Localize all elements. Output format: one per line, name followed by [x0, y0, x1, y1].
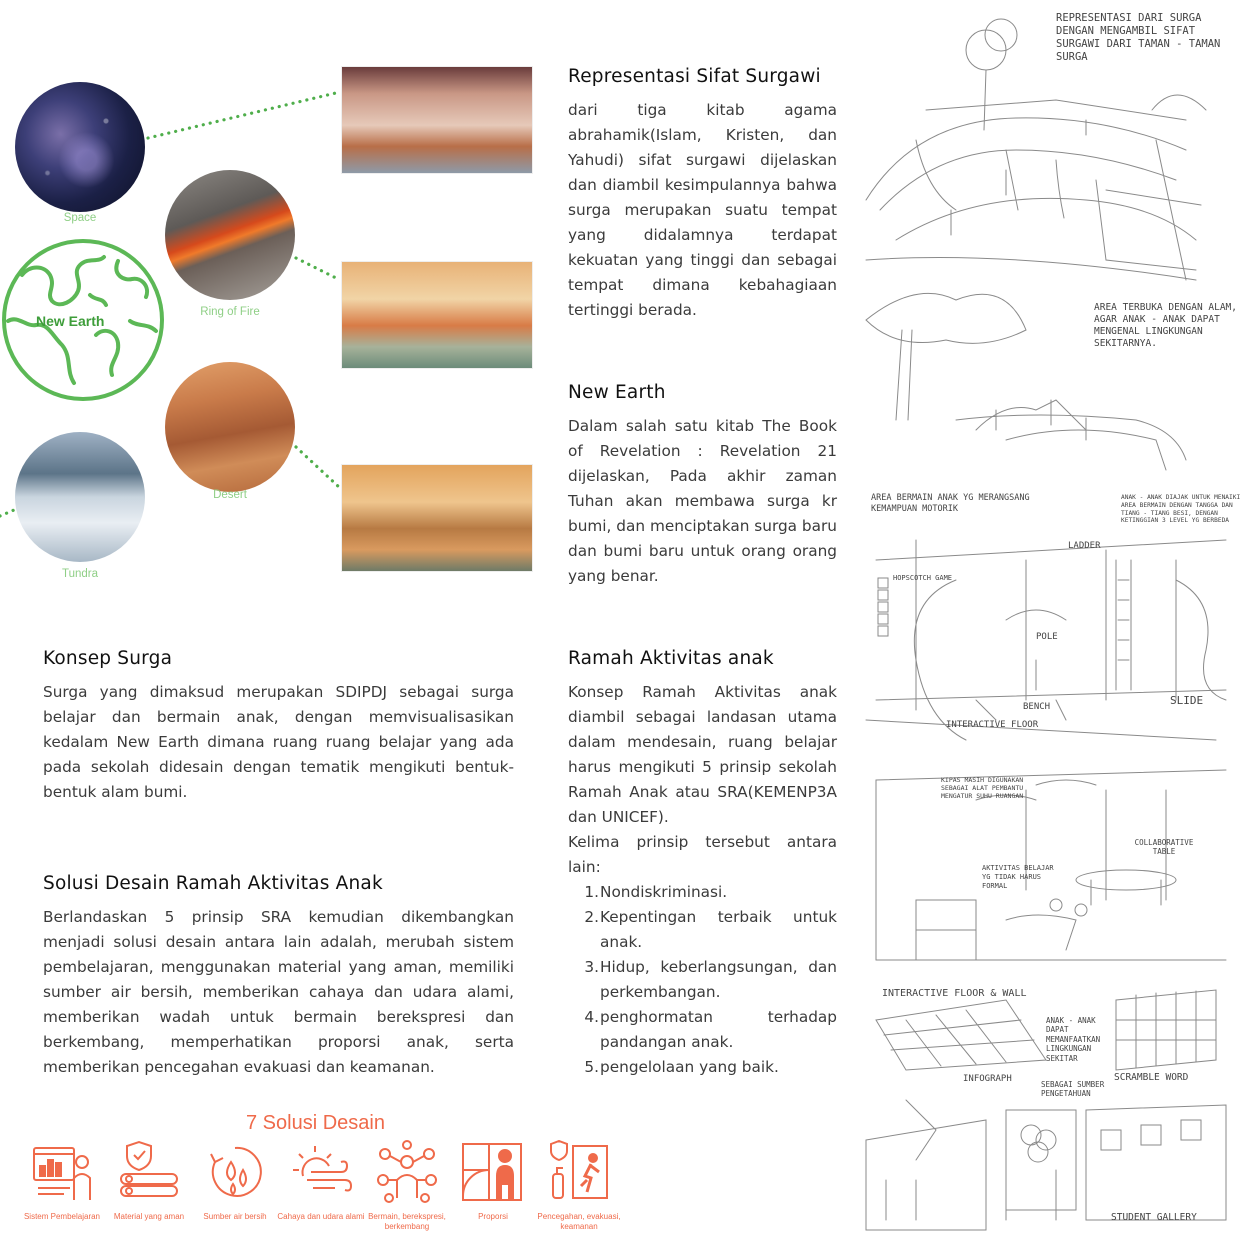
solution-label: Cahaya dan udara alami — [277, 1212, 365, 1221]
sketch-note-fan: KIPAS MASIH DIGUNAKAN SEBAGAI ALAT PEMBANTU MENGATUR SUHU RUANGAN — [941, 776, 1024, 801]
sketch-label-student-gallery: STUDENT GALLERY — [1111, 1212, 1197, 1223]
sketch-label-slide: SLIDE — [1170, 694, 1204, 707]
new-earth-label: New Earth — [36, 313, 105, 329]
tundra-planet-image — [15, 432, 145, 562]
sketch-label-interactive-wall: INTERACTIVE FLOOR & WALL — [882, 988, 1027, 999]
konsep-surga-title: Konsep Surga — [43, 648, 173, 669]
ramah-aktivitas-body: Konsep Ramah Aktivitas anak diambil sebagai landasan utama dalam mendesain, ruang belajar harus mengikuti 5 prinsip sekolah Ramah Anak atau SRA(KEMENP3A dan UNICEF). — [568, 683, 837, 826]
solution-label: Sumber air bersih — [203, 1212, 267, 1221]
sketch-label-interactive-floor: INTERACTIVE FLOOR — [946, 720, 1039, 730]
expression-icon — [375, 1140, 439, 1204]
solusi-desain-title: Solusi Desain Ramah Aktivitas Anak — [43, 873, 383, 894]
sketch-label-collaborative-table: COLLABORATIVE TABLE — [1134, 838, 1194, 857]
design-sketches — [856, 0, 1241, 1241]
ring-of-fire-room-photo — [341, 261, 533, 369]
sketch-note-heaven: REPRESENTASI DARI SURGA DENGAN MENGAMBIL SIFAT SURGAWI DARI TAMAN - TAMAN SURGA — [1056, 12, 1221, 64]
representasi-body: dari tiga kitab agama abrahamik(Islam, Kristen, dan Yahudi) sifat surgawi dijelaskan dan diambil kesimpulannya bahwa surga merupakan suatu tempat yang didalamnya terdapat kekuatan yang tinggi dan sebagai tempat dimana kebahagiaan tertinggi berada. — [568, 101, 837, 319]
principles-list — [568, 880, 837, 1080]
solution-label: Sistem Pembelajaran — [23, 1212, 101, 1221]
concept-collage — [0, 40, 545, 605]
new-earth-title: New Earth — [568, 382, 666, 403]
sketch-label-pole: POLE — [1036, 632, 1058, 642]
sketch-label-hopscotch: HOPSCOTCH GAME — [893, 574, 953, 582]
principles-intro: Kelima prinsip tersebut antara lain: — [568, 833, 837, 876]
light-air-icon — [289, 1140, 353, 1204]
solution-label: Bermain, berekspresi, berkembang — [368, 1212, 446, 1231]
new-earth-body: Dalam salah satu kitab The Book of Revelation : Revelation 21 dijelaskan, Pada akhir zaman Tuhan akan membawa surga kr bumi, dan menciptakan surga baru dan bumi baru untuk orang orang yang benar. — [568, 417, 837, 585]
clean-water-icon — [203, 1140, 267, 1204]
tundra-label: Tundra — [61, 568, 98, 580]
solution-label: Pencegahan, evakuasi, keamanan — [537, 1212, 621, 1231]
solution-item — [362, 1140, 452, 1232]
solution-item — [17, 1140, 107, 1222]
ring-of-fire-label: Ring of Fire — [200, 306, 260, 318]
desert-planet-image — [165, 362, 295, 492]
solusi-desain-body: Berlandaskan 5 prinsip SRA kemudian dikembangkan menjadi solusi desain antara lain adalah, merubah sistem pembelajaran, menggunakan material yang aman, memiliki sumber air bersih, memberikan cahaya dan udara alami, memberikan wadah untuk bermain berekspresi dan berkembang, memperhatikan proporsi anak, serta memberikan pencegahan evakuasi dan keamanan. — [43, 908, 514, 1076]
solution-label: Proporsi — [478, 1212, 508, 1221]
ramah-aktivitas-title: Ramah Aktivitas anak — [568, 648, 774, 669]
representasi-title: Representasi Sifat Surgawi — [568, 66, 821, 87]
desert-room-photo — [341, 464, 533, 572]
konsep-surga-body: Surga yang dimaksud merupakan SDIPDJ sebagai surga belajar dan bermain anak, dengan memvisualisasikan kedalam New Earth dimana ruang ruang belajar yang ada pada sekolah didesain dengan tematik mengikuti bentuk-bentuk alam bumi. — [43, 683, 514, 801]
list-item: 4. penghormatan terhadap pandangan anak. — [584, 1008, 837, 1051]
desert-label: Desert — [213, 489, 247, 501]
solution-item — [448, 1140, 538, 1222]
learning-system-icon — [30, 1140, 94, 1204]
list-item: 2. Kepentingan terbaik untuk anak. — [584, 908, 837, 951]
list-item: 3. Hidup, keberlangsungan, dan perkembangan. — [584, 958, 837, 1001]
sketch-note-informal: AKTIVITAS BELAJAR YG TIDAK HARUS FORMAL — [982, 864, 1054, 890]
sketch-note-open-area: AREA TERBUKA DENGAN ALAM, AGAR ANAK - ANAK DAPAT MENGENAL LINGKUNGAN SEKITARNYA. — [1094, 302, 1237, 349]
evacuation-icon — [547, 1140, 611, 1204]
solution-item — [276, 1140, 366, 1222]
sketch-note-environment: ANAK - ANAK DAPAT MEMANFAATKAN LINGKUNGAN SEKITAR — [1046, 1016, 1101, 1063]
sketch-label-bench: BENCH — [1023, 702, 1051, 712]
solution-item — [104, 1140, 194, 1222]
solution-label: Material yang aman — [113, 1212, 185, 1221]
space-label: Space — [63, 212, 97, 224]
space-planet-image — [15, 82, 145, 212]
space-room-photo — [341, 66, 533, 174]
safe-material-icon — [117, 1140, 181, 1204]
list-item: 5. pengelolaan yang baik. — [584, 1058, 779, 1076]
sketch-label-ladder: LADDER — [1068, 541, 1101, 551]
solutions-title: 7 Solusi Desain — [246, 1112, 385, 1134]
sketch-note-climbing: ANAK - ANAK DIAJAK UNTUK MENAIKI AREA BERMAIN DENGAN TANGGA DAN TIANG - TIANG BESI, DENGAN KETINGGIAN 3 LEVEL YG BERBEDA — [1121, 494, 1241, 525]
proportion-icon — [461, 1140, 525, 1204]
solution-item — [190, 1140, 280, 1222]
sketch-note-play-area: AREA BERMAIN ANAK YG MERANGSANG KEMAMPUAN MOTORIK — [871, 493, 1030, 514]
sketch-label-infograph: INFOGRAPH — [963, 1074, 1012, 1084]
sketch-label-scramble-word: SCRAMBLE WORD — [1114, 1072, 1189, 1083]
solution-item — [534, 1140, 624, 1232]
sketch-note-knowledge: SEBAGAI SUMBER PENGETAHUAN — [1041, 1080, 1105, 1099]
ring-of-fire-planet-image — [165, 170, 295, 300]
list-item: 1. Nondiskriminasi. — [584, 883, 728, 901]
